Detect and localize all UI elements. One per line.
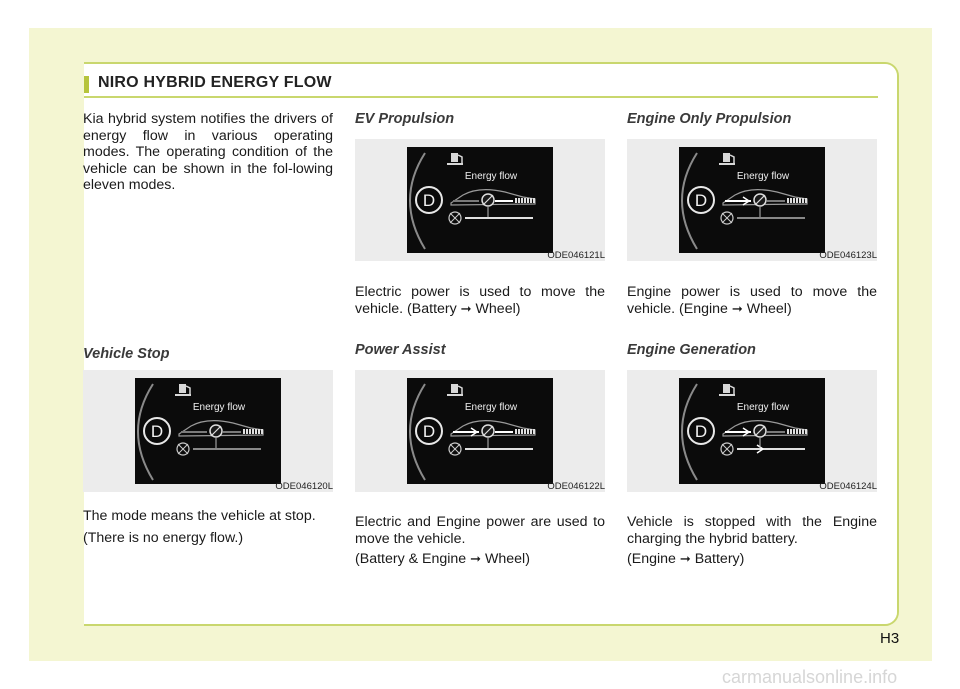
energy-flow-illustration [627,370,877,492]
section-text: Electric power is used to move the vehicle. (Battery ➞ Wheel) [355,284,605,317]
page-number: H3 [880,630,900,647]
section-text: Engine power is used to move the vehicle. (Engine ➞ Wheel) [627,284,877,317]
battery-level-bar [518,198,520,203]
figure-code: ODE046120L [275,481,333,492]
header-accent-bar [84,76,89,93]
battery-level-bar [805,198,807,203]
fuel-pump-base [447,394,463,396]
page-title: NIRO HYBRID ENERGY FLOW [98,74,332,91]
section-text: Electric and Engine power are used to move the vehicle. [355,514,605,547]
battery-level-bar [790,198,792,203]
battery-level-bar [799,429,801,434]
fuel-pump-hose [730,155,734,164]
gear-label: D [694,191,708,210]
watermark: carmanualsonline.info [722,667,898,687]
gear-label: D [422,191,436,210]
fuel-pump-base [719,163,735,165]
figure-code: ODE046121L [547,250,605,261]
battery-level-bar [515,198,517,203]
battery-level-bar [524,198,526,203]
battery-level-bar [533,198,535,203]
energy-flow-illustration [627,139,877,261]
battery-level-bar [524,429,526,434]
figure-code: ODE046122L [547,481,605,492]
battery-level-bar [530,429,532,434]
section-text: Vehicle is stopped with the Engine charging the hybrid battery. [627,514,877,547]
battery-level-bar [805,429,807,434]
section-title: EV Propulsion [355,111,455,127]
battery-level-bar [249,429,251,434]
gear-label: D [422,422,436,441]
screen-title: Energy flow [464,171,518,182]
section-text: (Battery & Engine ➞ Wheel) [355,551,530,567]
battery-level-bar [243,429,245,434]
arrow-right-icon: ➞ [460,300,472,316]
battery-level-bar [527,429,529,434]
fuel-pump-icon [723,153,730,162]
battery-level-bars [515,198,535,203]
battery-level-bars [515,429,535,434]
battery-level-bar [261,429,263,434]
battery-level-bar [790,429,792,434]
fuel-pump-icon [179,384,186,393]
fuel-pump-hose [458,155,462,164]
battery-level-bars [243,429,263,434]
screen-title: Energy flow [736,171,790,182]
battery-level-bar [793,198,795,203]
energy-flow-figure [355,139,605,261]
section-text: The mode means the vehicle at stop. [83,508,316,524]
fuel-pump-icon [451,384,458,393]
fuel-pump-hose [730,386,734,395]
screen-title: Energy flow [736,402,790,413]
energy-flow-illustration [355,139,605,261]
battery-level-bar [796,429,798,434]
section-title: Engine Generation [627,342,756,358]
gear-label: D [694,422,708,441]
battery-level-bars [787,198,807,203]
battery-level-bar [802,429,804,434]
energy-flow-figure [355,370,605,492]
energy-flow-figure [627,370,877,492]
fuel-pump-hose [186,386,190,395]
battery-level-bar [521,198,523,203]
battery-level-bar [258,429,260,434]
section-text: (Engine ➞ Battery) [627,551,745,567]
fuel-pump-base [719,394,735,396]
energy-flow-figure [627,139,877,261]
header-rule [84,96,878,98]
battery-level-bar [530,198,532,203]
arrow-right-icon: ➞ [679,551,691,566]
battery-level-bar [799,198,801,203]
battery-level-bars [787,429,807,434]
intro-paragraph: Kia hybrid system notifies the drivers of energy flow in various operating modes. The operating condition of the vehicle can be shown in the fol-lowing eleven modes. [83,111,333,193]
section-title: Power Assist [355,342,446,358]
arrow-right-icon: ➞ [470,551,482,566]
battery-level-bar [246,429,248,434]
energy-flow-figure [83,370,333,492]
gear-label: D [150,422,164,441]
fuel-pump-hose [458,386,462,395]
battery-level-bar [521,429,523,434]
figure-code: ODE046123L [819,250,877,261]
battery-level-bar [533,429,535,434]
figure-code: ODE046124L [819,481,877,492]
energy-flow-illustration [355,370,605,492]
arrow-right-icon: ➞ [731,300,743,316]
battery-level-bar [527,198,529,203]
battery-level-bar [518,429,520,434]
energy-flow-illustration [83,370,333,492]
fuel-pump-icon [451,153,458,162]
battery-level-bar [515,429,517,434]
fuel-pump-base [447,163,463,165]
battery-level-bar [787,429,789,434]
section-title: Vehicle Stop [83,346,170,362]
battery-level-bar [787,198,789,203]
section-title: Engine Only Propulsion [627,111,792,127]
battery-level-bar [802,198,804,203]
fuel-pump-icon [723,384,730,393]
section-text: (There is no energy flow.) [83,530,244,546]
battery-level-bar [252,429,254,434]
battery-level-bar [796,198,798,203]
screen-title: Energy flow [464,402,518,413]
battery-level-bar [793,429,795,434]
fuel-pump-base [175,394,191,396]
battery-level-bar [255,429,257,434]
screen-title: Energy flow [192,402,246,413]
